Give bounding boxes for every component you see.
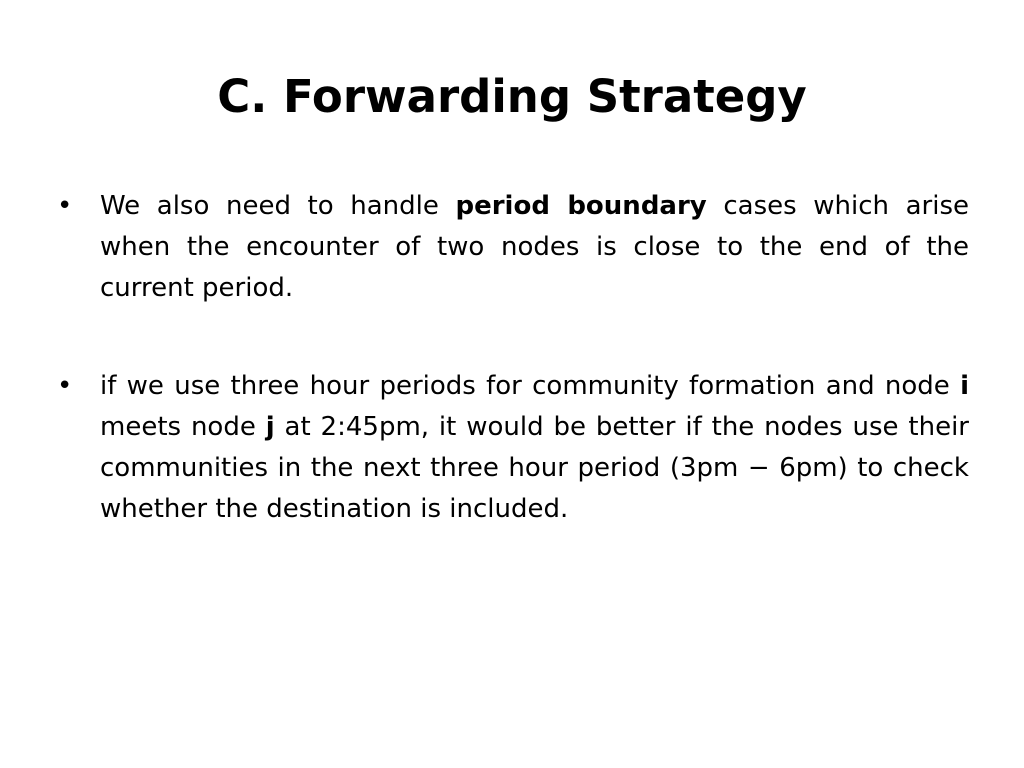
bullet-icon: • [57,371,73,401]
bullet-text: if we use three hour periods for community formation and node [100,371,961,401]
bullet-text: meets node [100,412,266,442]
slide-title: C. Forwarding Strategy [217,70,807,123]
bullet-bold-node-j: j [265,412,275,442]
bullet-item-three-hour-example [57,366,969,530]
bullet-text: cases which arise when the encounter of two nodes is close to the end of the current period. [100,191,969,303]
bullet-bold-term: period boundary [455,191,707,221]
bullet-item-period-boundary [57,186,969,309]
bullet-bold-node-i: i [960,371,969,401]
bullet-text: We also need to handle [100,191,456,221]
bullet-text: at 2:45pm, it would be better if the nodes use their communities in the next three hour period (3pm − 6pm) to check whether the destination is included. [100,412,969,524]
bullet-icon: • [57,191,73,221]
bullet-list [57,186,969,530]
